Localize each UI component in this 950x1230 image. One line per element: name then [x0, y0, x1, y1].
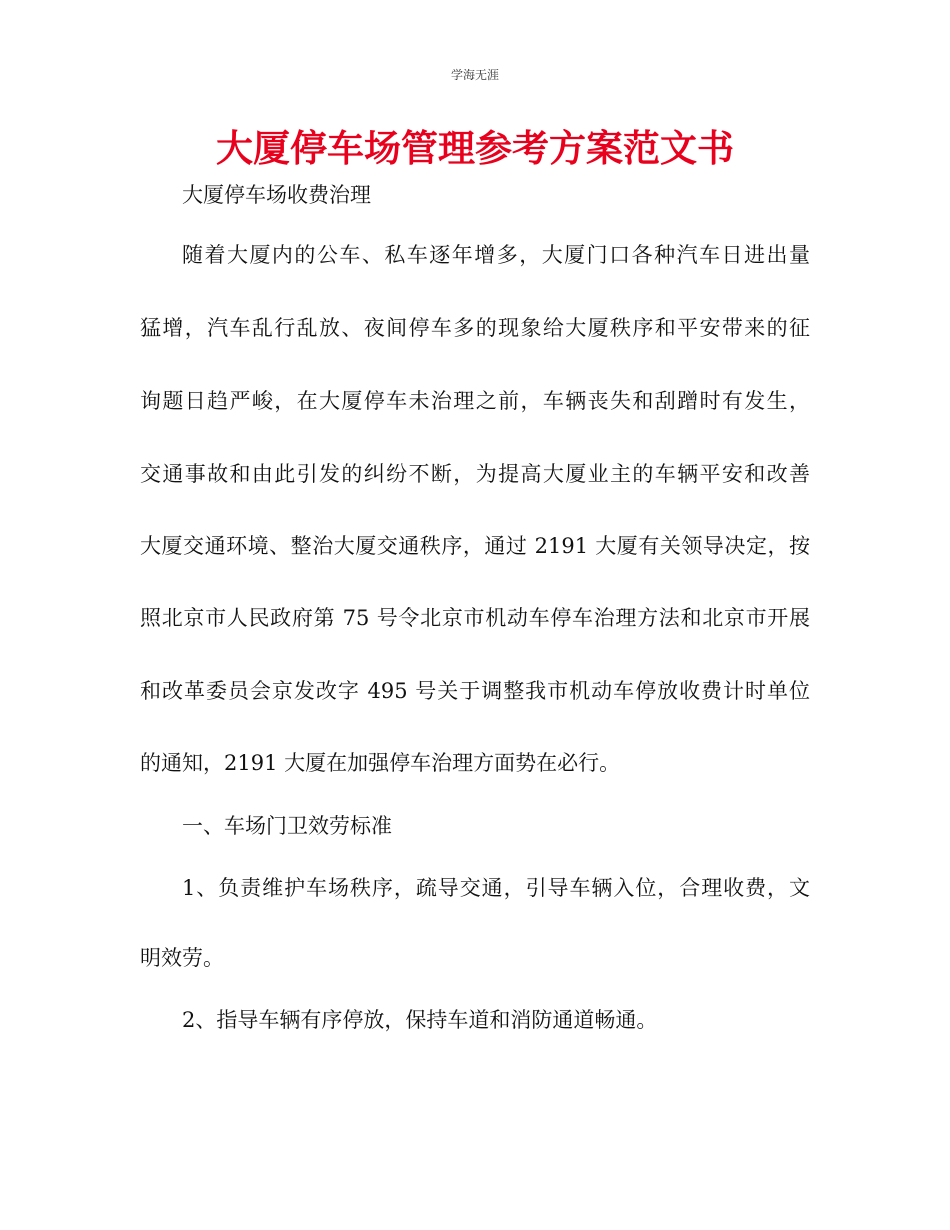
- item2-line: 2、指导车辆有序停放，保持车道和消防通道畅通。: [182, 1008, 658, 1032]
- paragraph1-line-1: 随着大厦内的公车、私车逐年增多，大厦门口各种汽车日进出量: [182, 243, 810, 267]
- paragraph1-line-6: 照北京市人民政府第 75 号令北京市机动车停车治理方法和北京市开展: [140, 606, 810, 630]
- paragraph1-line-8: 的通知，2191 大厦在加强停车治理方面势在必行。: [140, 751, 621, 775]
- paragraph1-line-4: 交通事故和由此引发的纠纷不断，为提高大厦业主的车辆平安和改善: [140, 462, 810, 486]
- header-mark: 学海无涯: [450, 68, 499, 82]
- paragraph1-line-2: 猛增，汽车乱行乱放、夜间停车多的现象给大厦秩序和平安带来的征: [140, 316, 810, 340]
- paragraph1-line-5: 大厦交通环境、整治大厦交通秩序，通过 2191 大厦有关领导决定，按: [140, 534, 810, 558]
- section1-heading: 一、车场门卫效劳标准: [182, 814, 392, 838]
- document-title: 大厦停车场管理参考方案范文书: [216, 127, 734, 170]
- item1-line-2: 明效劳。: [140, 946, 224, 970]
- paragraph1-line-3: 询题日趋严峻，在大厦停车未治理之前，车辆丧失和刮蹭时有发生，: [140, 389, 810, 413]
- paragraph1-line-7: 和改革委员会京发改字 495 号关于调整我市机动车停放收费计时单位: [140, 679, 810, 703]
- item1-line-1: 1、负责维护车场秩序，疏导交通，引导车辆入位，合理收费，文: [182, 876, 810, 900]
- subtitle: 大厦停车场收费治理: [182, 183, 371, 207]
